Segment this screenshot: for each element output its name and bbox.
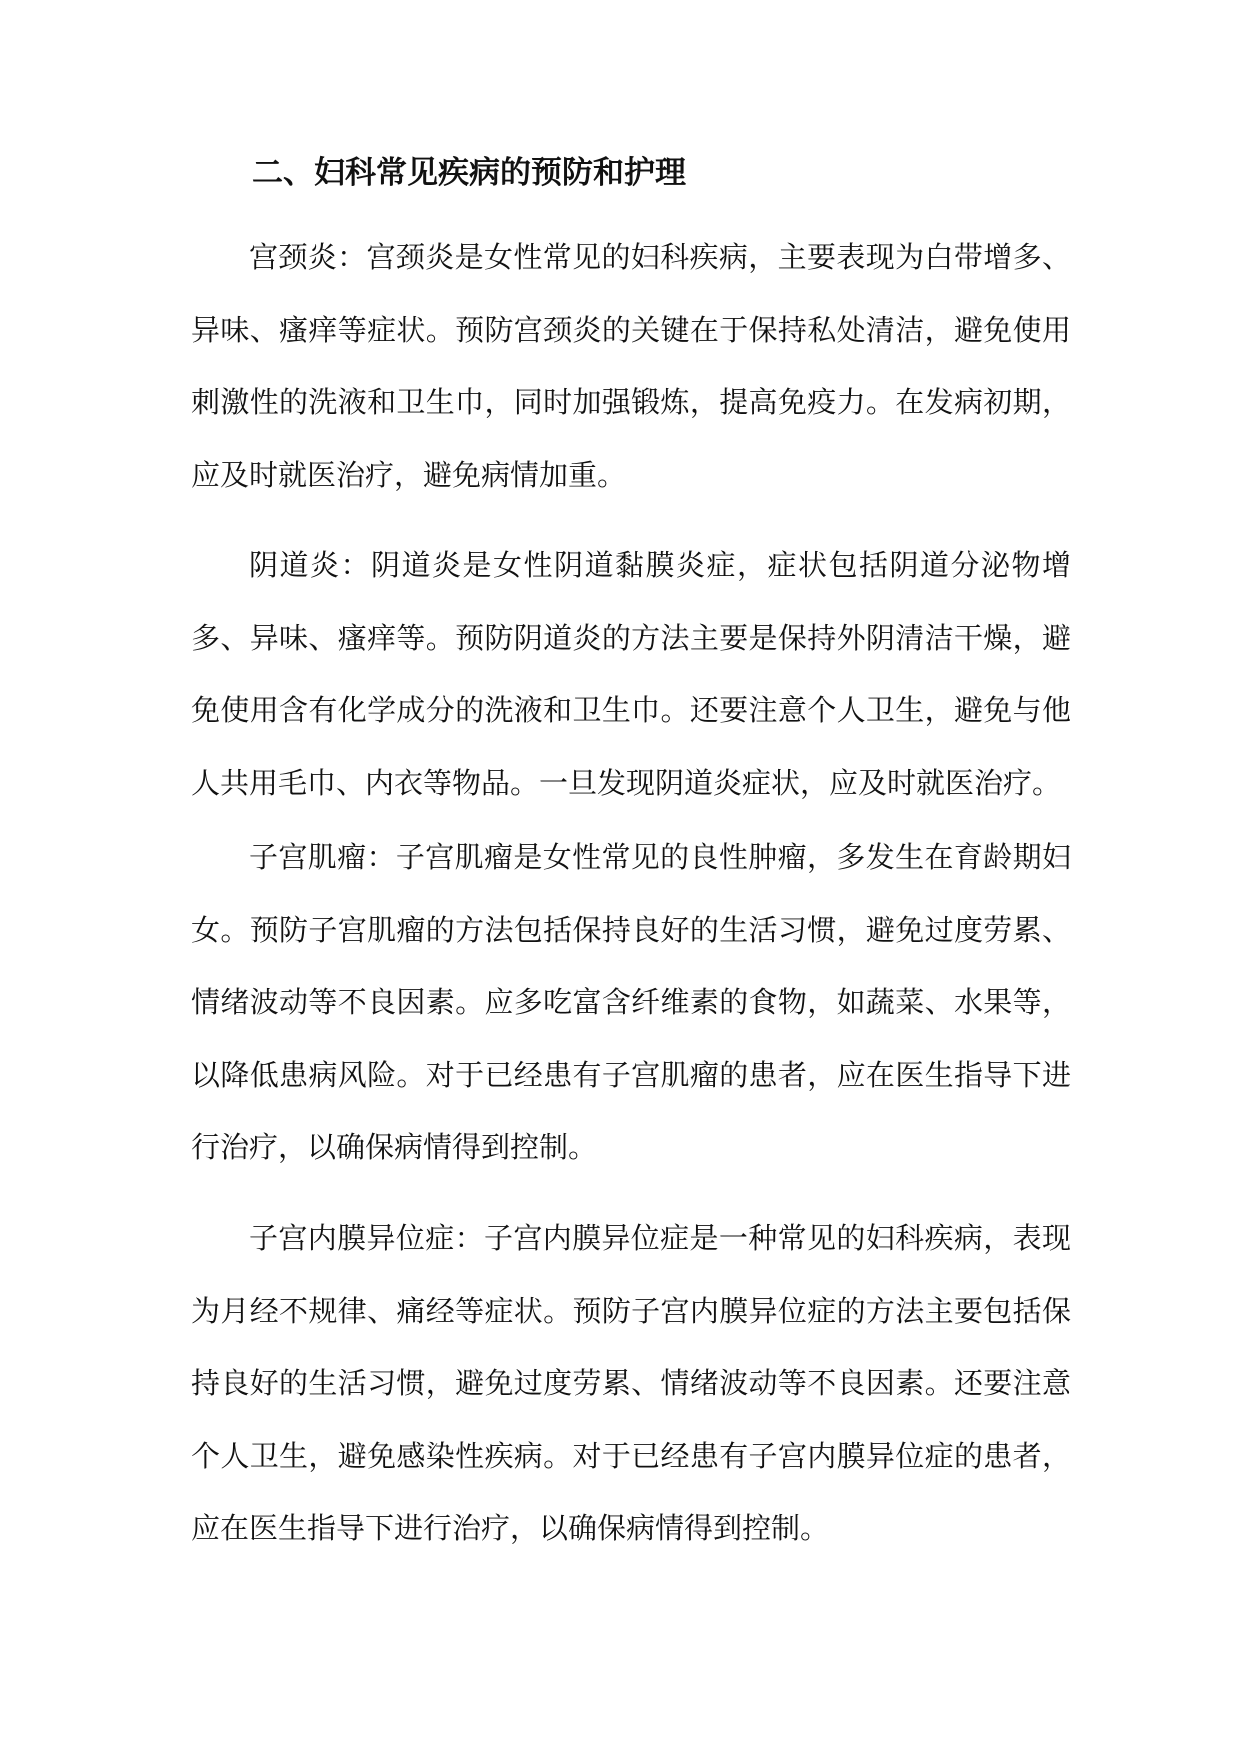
paragraph-cervicitis: 宫颈炎：宫颈炎是女性常见的妇科疾病，主要表现为白带增多、异味、瘙痒等症状。预防宫颈炎的关键在于保持私处清洁，避免使用刺激性的洗液和卫生巾，同时加强锻炼，提高免疫力。在发病初期，应及时就医治疗，避免病情加重。 <box>191 240 1071 492</box>
section-heading: 二、妇科常见疾病的预防和护理 <box>252 155 686 191</box>
paragraph-vaginitis: 阴道炎：阴道炎是女性阴道黏膜炎症，症状包括阴道分泌物增多、异味、瘙痒等。预防阴道炎的方法主要是保持外阴清洁干燥，避免使用含有化学成分的洗液和卫生巾。还要注意个人卫生，避免与他人共用毛巾、内衣等物品。一旦发现阴道炎症状，应及时就医治疗。 <box>191 548 1071 800</box>
paragraph-endometriosis: 子宫内膜异位症：子宫内膜异位症是一种常见的妇科疾病，表现为月经不规律、痛经等症状。预防子宫内膜异位症的方法主要包括保持良好的生活习惯，避免过度劳累、情绪波动等不良因素。还要注意个人卫生，避免感染性疾病。对于已经患有子宫内膜异位症的患者，应在医生指导下进行治疗，以确保病情得到控制。 <box>191 1221 1071 1545</box>
paragraph-uterine-fibroids: 子宫肌瘤：子宫肌瘤是女性常见的良性肿瘤，多发生在育龄期妇女。预防子宫肌瘤的方法包括保持良好的生活习惯，避免过度劳累、情绪波动等不良因素。应多吃富含纤维素的食物，如蔬菜、水果等，以降低患病风险。对于已经患有子宫肌瘤的患者，应在医生指导下进行治疗，以确保病情得到控制。 <box>191 840 1071 1164</box>
